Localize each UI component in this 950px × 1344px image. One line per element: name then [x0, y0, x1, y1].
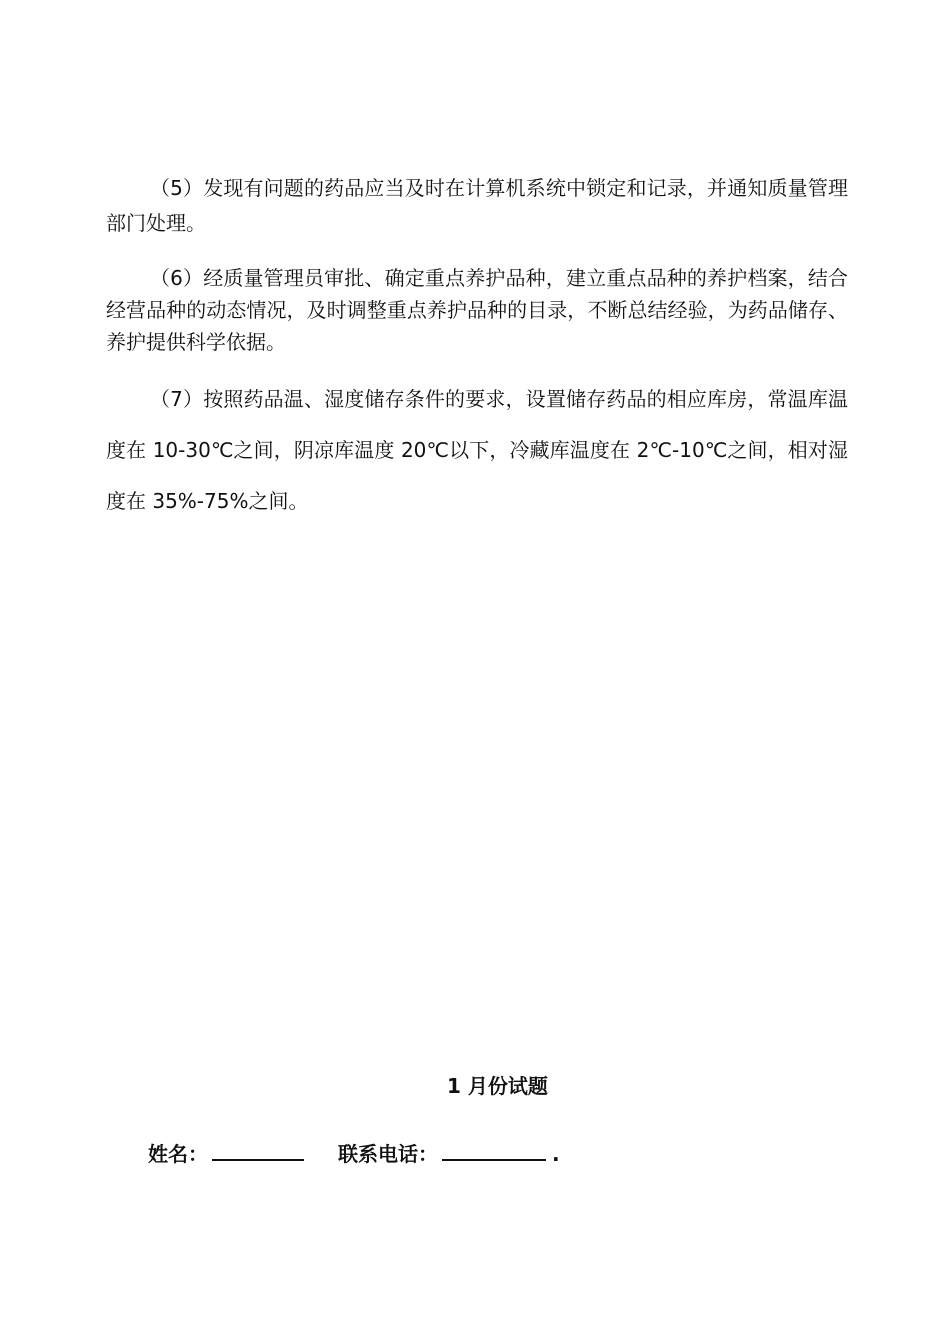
exam-title: 1 月份试题 — [447, 1074, 548, 1098]
phone-label: 联系电话： — [338, 1142, 438, 1166]
paragraph-item-5: （5）发现有问题的药品应当及时在计算机系统中锁定和记录，并通知质量管理部门处理。 — [106, 176, 848, 235]
paragraph-item-7: （7）按照药品温、湿度储存条件的要求，设置储存药品的相应库房，常温库温度在 10-30℃之间，阴凉库温度 20℃以下，冷藏库温度在 2℃-10℃之间，相对湿度在 35%-75%之间。 — [106, 387, 848, 513]
name-label: 姓名： — [148, 1142, 208, 1166]
end-mark: . — [552, 1142, 560, 1166]
exam-info-line — [148, 1137, 560, 1167]
name-blank-field[interactable] — [212, 1137, 304, 1161]
phone-blank-field[interactable] — [442, 1137, 546, 1161]
paragraph-item-6: （6）经质量管理员审批、确定重点养护品种，建立重点品种的养护档案，结合经营品种的动态情况，及时调整重点养护品种的目录，不断总结经验，为药品储存、养护提供科学依据。 — [106, 266, 848, 354]
